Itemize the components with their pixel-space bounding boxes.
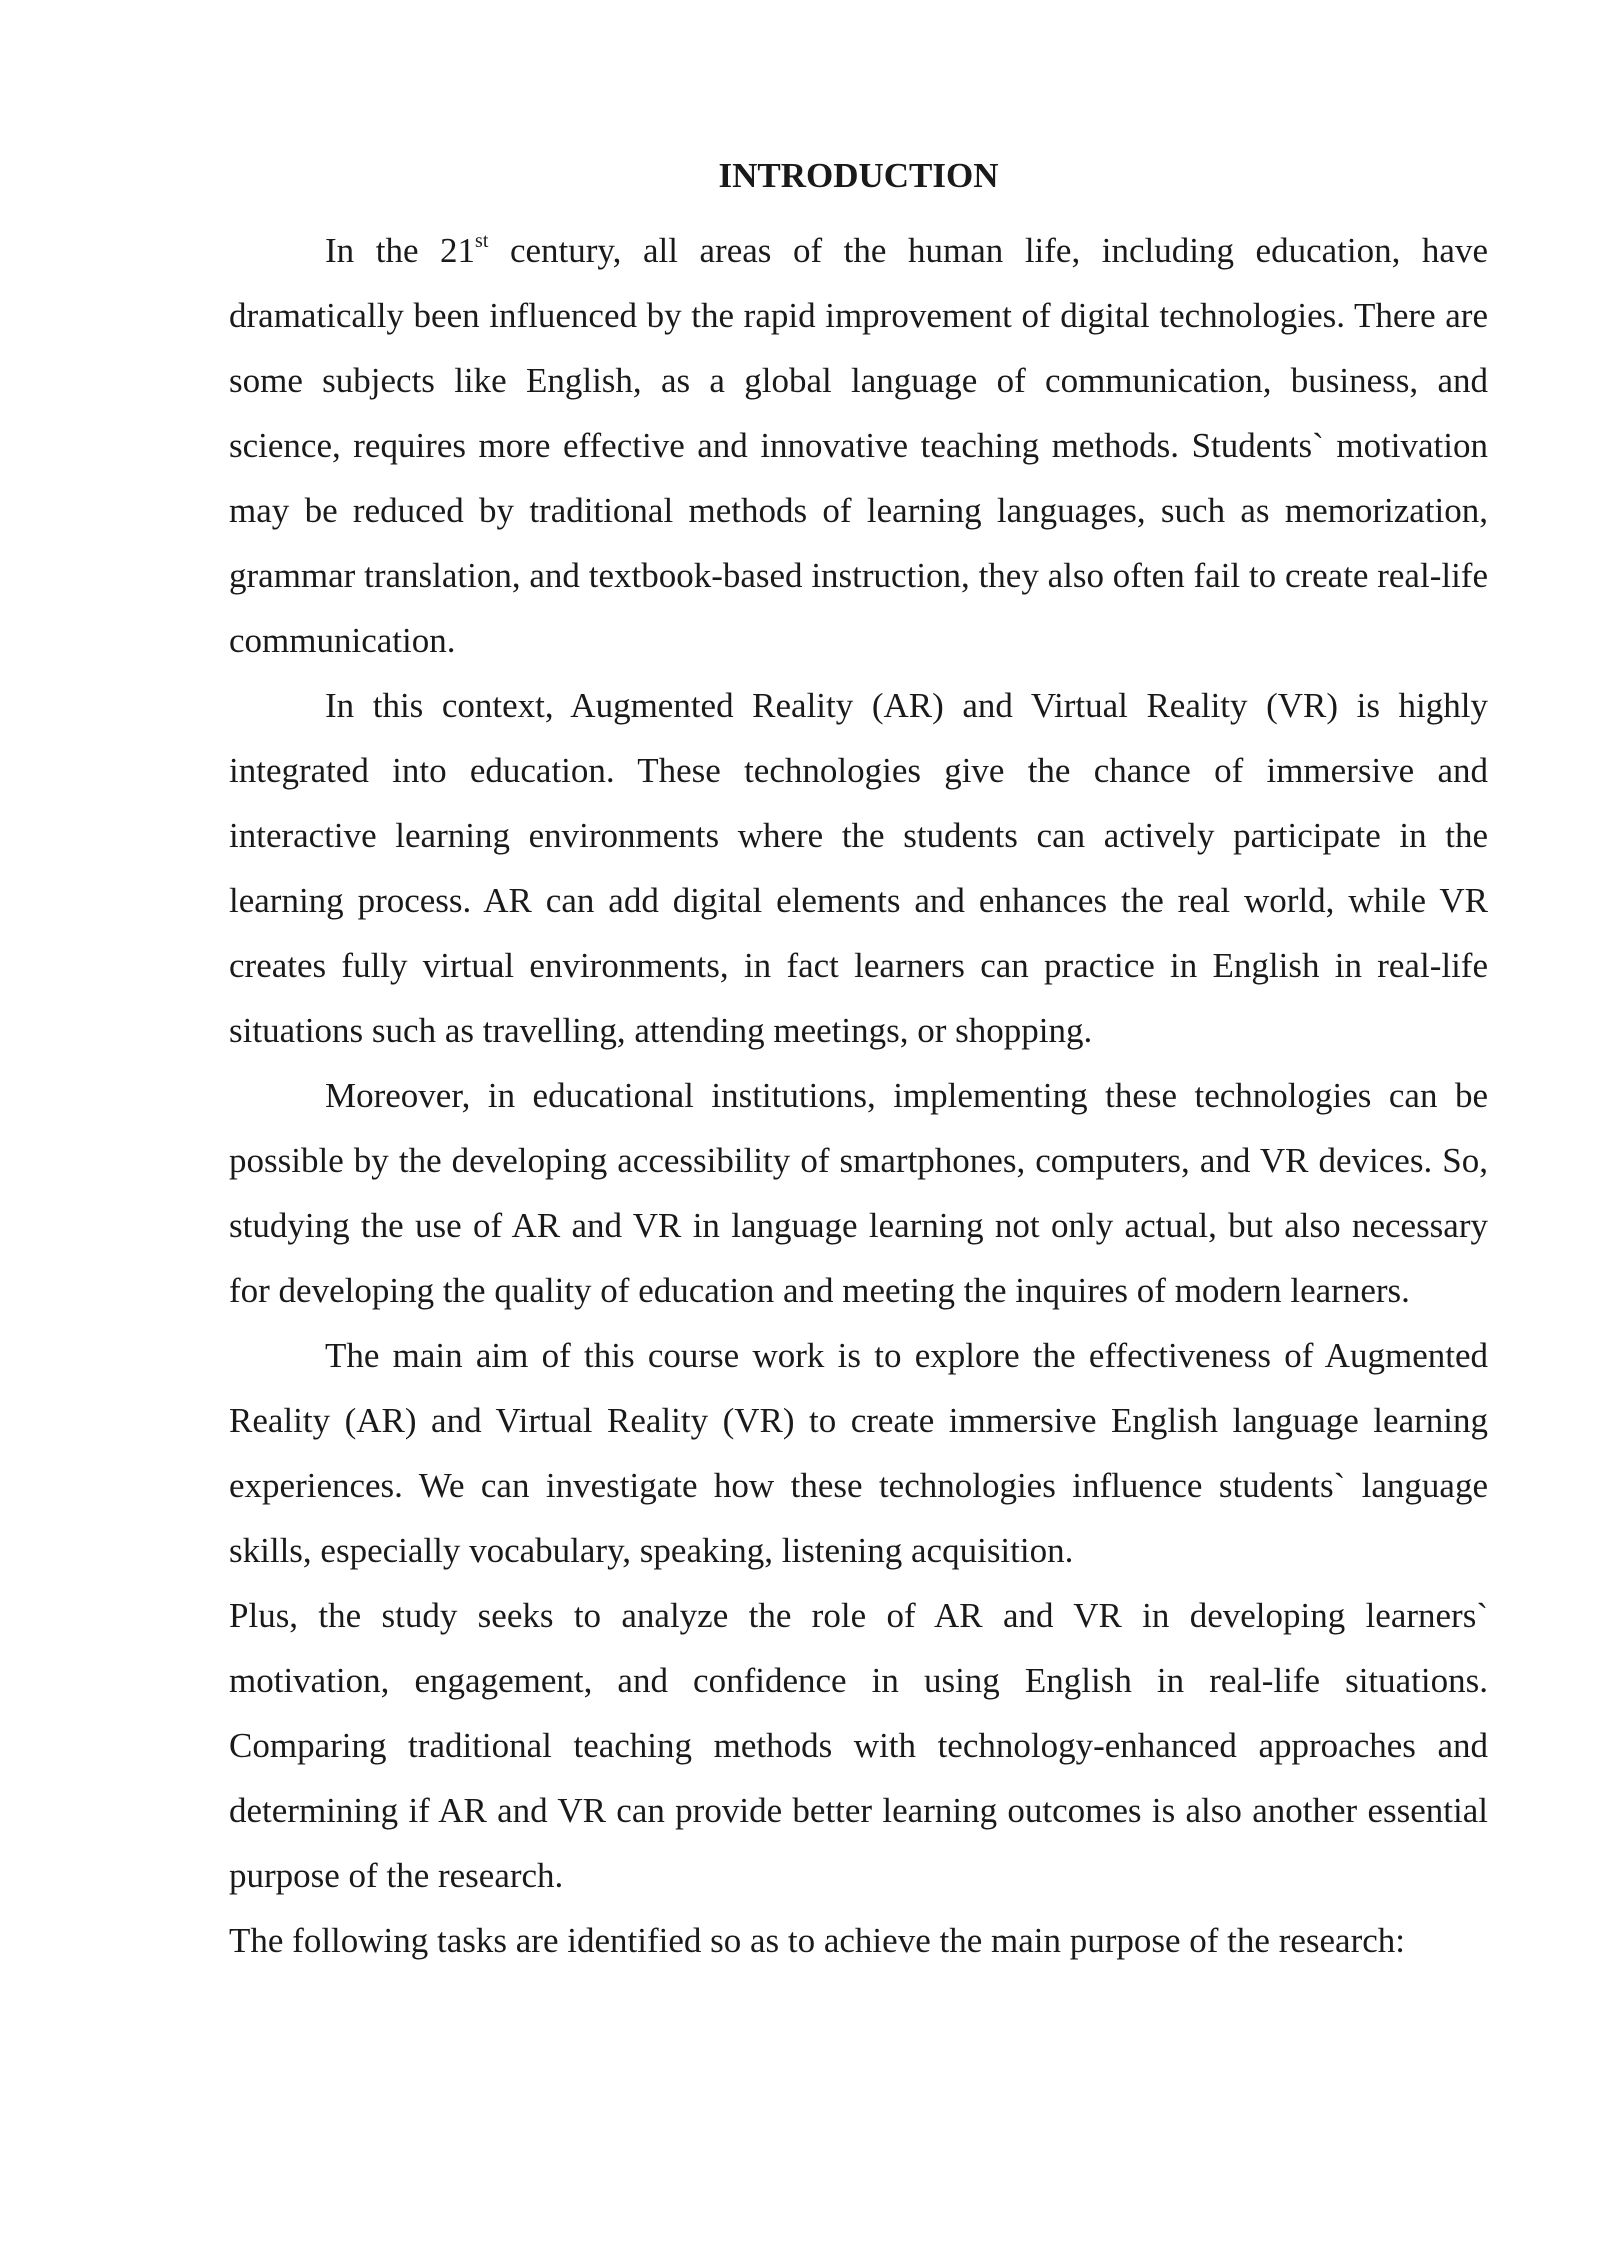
document-body bbox=[229, 218, 1488, 1973]
paragraph-rest: century, all areas of the human life, including education, have dramatically been influenced by the rapid improvement of digital technologies. There are some subjects like English, as a global language of communication, business, and science, requires more effective and innovative teaching methods. Students` motivation may be reduced by traditional methods of learning languages, such as memorization, grammar translation, and textbook-based instruction, they also often fail to create real-life communication. bbox=[229, 231, 1488, 660]
paragraph-study-purpose: Plus, the study seeks to analyze the role of AR and VR in developing learners` motivation, engagement, and confidence in using English in real-life situations. Comparing traditional teaching methods with technology-enhanced approaches and determining if AR and VR can provide better learning outcomes is also another essential purpose of the research. bbox=[229, 1596, 1488, 1895]
ordinal-superscript: st bbox=[475, 230, 489, 253]
paragraph-lead: In the 21 bbox=[325, 231, 476, 270]
paragraph-accessibility: Moreover, in educational institutions, implementing these technologies can be possible by the developing accessibility of smartphones, computers, and VR devices. So, studying the use of AR and VR in language learning not only actual, but also necessary for developing the quality of education and meeting the inquires of modern learners. bbox=[229, 1076, 1488, 1310]
paragraph-tasks-intro: The following tasks are identified so as to achieve the main purpose of the research: bbox=[229, 1921, 1405, 1960]
page-title: INTRODUCTION bbox=[718, 156, 999, 195]
paragraph-intro-21st-century bbox=[229, 218, 1488, 673]
paragraph-ar-vr-context: In this context, Augmented Reality (AR) and Virtual Reality (VR) is highly integrated into education. These technologies give the chance of immersive and interactive learning environments where the students can actively participate in the learning process. AR can add digital elements and enhances the real world, while VR creates fully virtual environments, in fact learners can practice in English in real-life situations such as travelling, attending meetings, or shopping. bbox=[229, 686, 1488, 1050]
paragraph-main-aim: The main aim of this course work is to explore the effectiveness of Augmented Reality (AR) and Virtual Reality (VR) to create immersive English language learning experiences. We can investigate how these technologies influence students` language skills, especially vocabulary, speaking, listening acquisition. bbox=[229, 1336, 1488, 1570]
